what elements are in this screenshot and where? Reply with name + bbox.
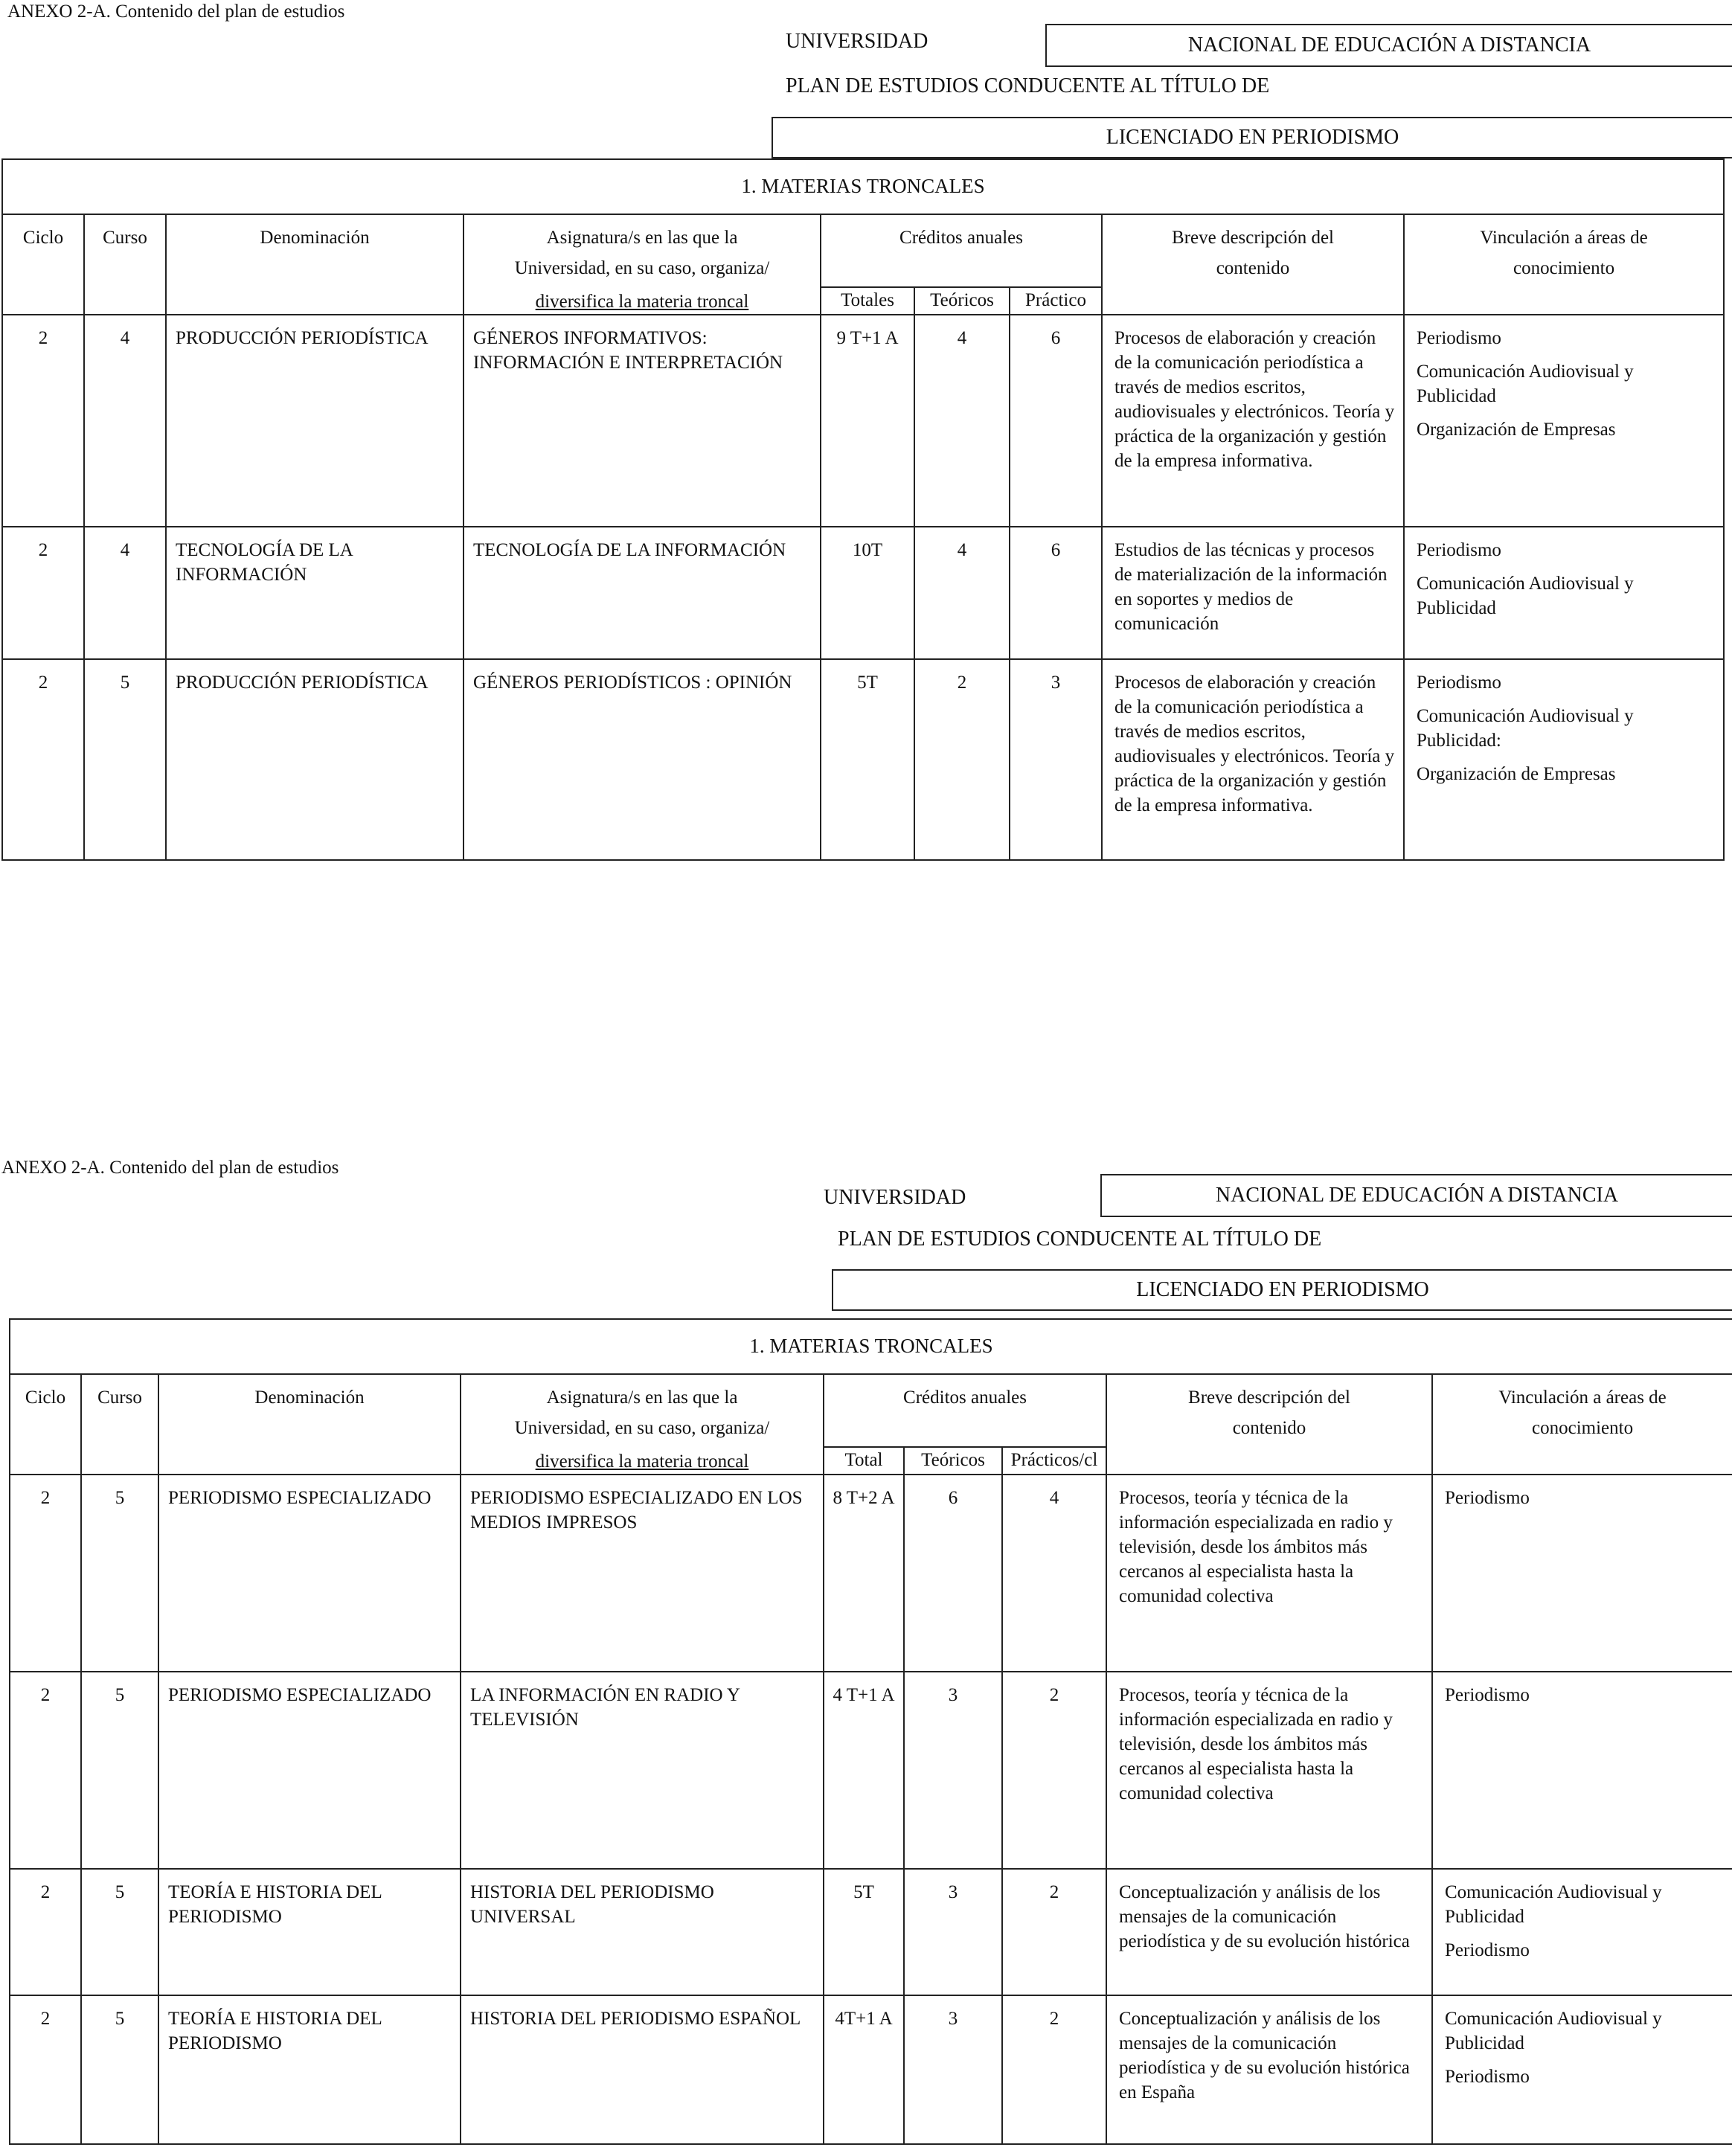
cell-asignatura: LA INFORMACIÓN EN RADIO Y TELEVISIÓN <box>461 1672 824 1869</box>
header-vinculacion-line1: Vinculación a áreas de <box>1498 1387 1667 1408</box>
cell-denominacion: PRODUCCIÓN PERIODÍSTICA <box>166 315 464 527</box>
cell-descripcion: Conceptualización y análisis de los mensajes de la comunicación periodística y de su evolución histórica en España <box>1106 1995 1432 2144</box>
cell-curso: 5 <box>81 1869 158 1995</box>
materias-troncales-table <box>9 1318 1732 2145</box>
cell-vinculacion <box>1432 1475 1732 1672</box>
cell-denominacion: PRODUCCIÓN PERIODÍSTICA <box>166 659 464 860</box>
universidad-value-box: NACIONAL DE EDUCACIÓN A DISTANCIA <box>1045 24 1732 67</box>
table-body <box>10 1475 1732 2144</box>
vinculacion-item: Comunicación Audiovisual y Publicidad <box>1417 362 1634 406</box>
cell-vinculacion <box>1432 1869 1732 1995</box>
cell-curso: 5 <box>81 1995 158 2144</box>
header-teoricos: Teóricos <box>904 1447 1002 1475</box>
table-title: 1. MATERIAS TRONCALES <box>10 1319 1732 1374</box>
cell-descripcion: Procesos de elaboración y creación de la comunicación periodística a través de medios escritos, audiovisuales y electrónicos. Teoría y práctica de la organización y gestión de la empresa informativa. <box>1102 315 1404 527</box>
cell-curso: 4 <box>84 527 166 659</box>
materias-troncales-table <box>1 158 1725 861</box>
header-asignatura-line2: Universidad, en su caso, organiza/ <box>514 258 770 278</box>
header-vinculacion <box>1404 214 1724 315</box>
header-ciclo: Ciclo <box>2 214 84 315</box>
cell-denominacion: TEORÍA E HISTORIA DEL PERIODISMO <box>158 1995 461 2144</box>
header-denominacion: Denominación <box>166 214 464 315</box>
anexo-heading: ANEXO 2-A. Contenido del plan de estudios <box>7 1 345 22</box>
header-descripcion-line1: Breve descripción del <box>1172 228 1334 248</box>
cell-practicos: 2 <box>1002 1869 1106 1995</box>
cell-asignatura: GÉNEROS INFORMATIVOS: INFORMACIÓN E INTERPRETACIÓN <box>464 315 821 527</box>
cell-totales: 4 T+1 A <box>824 1672 904 1869</box>
cell-practicos: 2 <box>1002 1672 1106 1869</box>
header-descripcion <box>1106 1374 1432 1475</box>
cell-teoricos: 6 <box>904 1475 1002 1672</box>
vinculacion-item: Organización de Empresas <box>1417 764 1616 784</box>
vinculacion-item: Comunicación Audiovisual y Publicidad: <box>1417 706 1634 751</box>
vinculacion-item: Organización de Empresas <box>1417 420 1616 440</box>
cell-totales: 8 T+2 A <box>824 1475 904 1672</box>
header-asignatura <box>461 1374 824 1475</box>
cell-practicos: 6 <box>1010 315 1102 527</box>
cell-practicos: 6 <box>1010 527 1102 659</box>
cell-denominacion: TEORÍA E HISTORIA DEL PERIODISMO <box>158 1869 461 1995</box>
cell-descripcion: Procesos, teoría y técnica de la información especializada en radio y televisión, desde los ámbitos más cercanos al especialista hasta la comunidad colectiva <box>1106 1672 1432 1869</box>
vinculacion-item: Periodismo <box>1445 1940 1530 1960</box>
cell-asignatura: HISTORIA DEL PERIODISMO UNIVERSAL <box>461 1869 824 1995</box>
cell-teoricos: 3 <box>904 1995 1002 2144</box>
cell-vinculacion <box>1404 527 1724 659</box>
titulo-value-box: LICENCIADO EN PERIODISMO <box>772 117 1732 158</box>
table-row <box>2 527 1724 659</box>
vinculacion-item: Comunicación Audiovisual y Publicidad <box>1445 2009 1662 2053</box>
cell-asignatura: PERIODISMO ESPECIALIZADO EN LOS MEDIOS IMPRESOS <box>461 1475 824 1672</box>
table-row <box>10 1995 1732 2144</box>
vinculacion-item: Periodismo <box>1445 1488 1530 1508</box>
header-denominacion: Denominación <box>158 1374 461 1475</box>
header-totales: Totales <box>821 287 914 315</box>
table-body <box>2 315 1724 860</box>
header-descripcion <box>1102 214 1404 315</box>
table-row <box>2 659 1724 860</box>
header-curso: Curso <box>81 1374 158 1475</box>
cell-denominacion: TECNOLOGÍA DE LA INFORMACIÓN <box>166 527 464 659</box>
header-ciclo: Ciclo <box>10 1374 81 1475</box>
table-title: 1. MATERIAS TRONCALES <box>2 159 1724 214</box>
cell-asignatura: HISTORIA DEL PERIODISMO ESPAÑOL <box>461 1995 824 2144</box>
cell-ciclo: 2 <box>2 527 84 659</box>
anexo-heading: ANEXO 2-A. Contenido del plan de estudios <box>1 1158 339 1178</box>
vinculacion-item: Periodismo <box>1445 1685 1530 1705</box>
table-row <box>10 1869 1732 1995</box>
cell-teoricos: 3 <box>904 1672 1002 1869</box>
header-creditos: Créditos anuales <box>824 1374 1106 1447</box>
cell-practicos: 4 <box>1002 1475 1106 1672</box>
cell-totales: 5T <box>824 1869 904 1995</box>
cell-teoricos: 2 <box>914 659 1010 860</box>
cell-totales: 5T <box>821 659 914 860</box>
cell-descripcion: Conceptualización y análisis de los mensajes de la comunicación periodística y de su evolución histórica <box>1106 1869 1432 1995</box>
header-vinculacion-line2: conocimiento <box>1513 258 1615 278</box>
cell-descripcion: Procesos, teoría y técnica de la información especializada en radio y televisión, desde los ámbitos más cercanos al especialista hasta la comunidad colectiva <box>1106 1475 1432 1672</box>
cell-teoricos: 4 <box>914 315 1010 527</box>
cell-vinculacion <box>1404 315 1724 527</box>
cell-ciclo: 2 <box>10 1869 81 1995</box>
cell-practicos: 2 <box>1002 1995 1106 2144</box>
cell-vinculacion <box>1432 1672 1732 1869</box>
header-practicos: Prácticos/cl <box>1002 1447 1106 1475</box>
cell-curso: 5 <box>81 1475 158 1672</box>
cell-ciclo: 2 <box>10 1995 81 2144</box>
vinculacion-item: Periodismo <box>1445 2067 1530 2087</box>
universidad-label: UNIVERSIDAD <box>824 1186 966 1209</box>
vinculacion-item: Comunicación Audiovisual y Publicidad <box>1417 574 1634 618</box>
table-row <box>10 1672 1732 1869</box>
header-descripcion-line1: Breve descripción del <box>1188 1387 1350 1408</box>
header-totales: Total <box>824 1447 904 1475</box>
cell-vinculacion <box>1432 1995 1732 2144</box>
cell-vinculacion <box>1404 659 1724 860</box>
cell-totales: 9 T+1 A <box>821 315 914 527</box>
cell-ciclo: 2 <box>2 659 84 860</box>
universidad-value-box: NACIONAL DE EDUCACIÓN A DISTANCIA <box>1100 1174 1732 1217</box>
header-vinculacion-line1: Vinculación a áreas de <box>1480 228 1648 248</box>
table-row <box>10 1475 1732 1672</box>
cell-curso: 5 <box>84 659 166 860</box>
header-asignatura-line2: Universidad, en su caso, organiza/ <box>514 1418 770 1438</box>
cell-asignatura: GÉNEROS PERIODÍSTICOS : OPINIÓN <box>464 659 821 860</box>
header-teoricos: Teóricos <box>914 287 1010 315</box>
plan-label: PLAN DE ESTUDIOS CONDUCENTE AL TÍTULO DE <box>838 1228 1322 1251</box>
cell-ciclo: 2 <box>10 1672 81 1869</box>
header-asignatura-line1: Asignatura/s en las que la <box>546 1387 738 1408</box>
header-asignatura <box>464 214 821 315</box>
header-asignatura-line3: diversifica la materia troncal <box>535 1451 749 1472</box>
plan-label: PLAN DE ESTUDIOS CONDUCENTE AL TÍTULO DE <box>786 74 1270 97</box>
header-creditos: Créditos anuales <box>821 214 1102 287</box>
header-descripcion-line2: contenido <box>1232 1418 1306 1438</box>
cell-teoricos: 3 <box>904 1869 1002 1995</box>
header-practicos: Práctico <box>1010 287 1102 315</box>
cell-practicos: 3 <box>1010 659 1102 860</box>
cell-curso: 5 <box>81 1672 158 1869</box>
header-vinculacion-line2: conocimiento <box>1532 1418 1634 1438</box>
cell-asignatura: TECNOLOGÍA DE LA INFORMACIÓN <box>464 527 821 659</box>
vinculacion-item: Periodismo <box>1417 540 1501 560</box>
titulo-value-box: LICENCIADO EN PERIODISMO <box>832 1269 1732 1311</box>
cell-curso: 4 <box>84 315 166 527</box>
header-descripcion-line2: contenido <box>1216 258 1290 278</box>
header-asignatura-line1: Asignatura/s en las que la <box>546 228 738 248</box>
vinculacion-item: Comunicación Audiovisual y Publicidad <box>1445 1882 1662 1927</box>
header-vinculacion <box>1432 1374 1732 1475</box>
header-asignatura-line3: diversifica la materia troncal <box>535 292 749 312</box>
vinculacion-item: Periodismo <box>1417 673 1501 693</box>
cell-ciclo: 2 <box>10 1475 81 1672</box>
cell-denominacion: PERIODISMO ESPECIALIZADO <box>158 1672 461 1869</box>
table-row <box>2 315 1724 527</box>
cell-descripcion: Procesos de elaboración y creación de la comunicación periodística a través de medios escritos, audiovisuales y electrónicos. Teoría y práctica de la organización y gestión de la empresa informativa. <box>1102 659 1404 860</box>
universidad-label: UNIVERSIDAD <box>786 30 928 53</box>
cell-descripcion: Estudios de las técnicas y procesos de materialización de la información en soportes y medios de comunicación <box>1102 527 1404 659</box>
cell-totales: 4T+1 A <box>824 1995 904 2144</box>
cell-teoricos: 4 <box>914 527 1010 659</box>
cell-ciclo: 2 <box>2 315 84 527</box>
cell-denominacion: PERIODISMO ESPECIALIZADO <box>158 1475 461 1672</box>
header-curso: Curso <box>84 214 166 315</box>
vinculacion-item: Periodismo <box>1417 328 1501 348</box>
cell-totales: 10T <box>821 527 914 659</box>
